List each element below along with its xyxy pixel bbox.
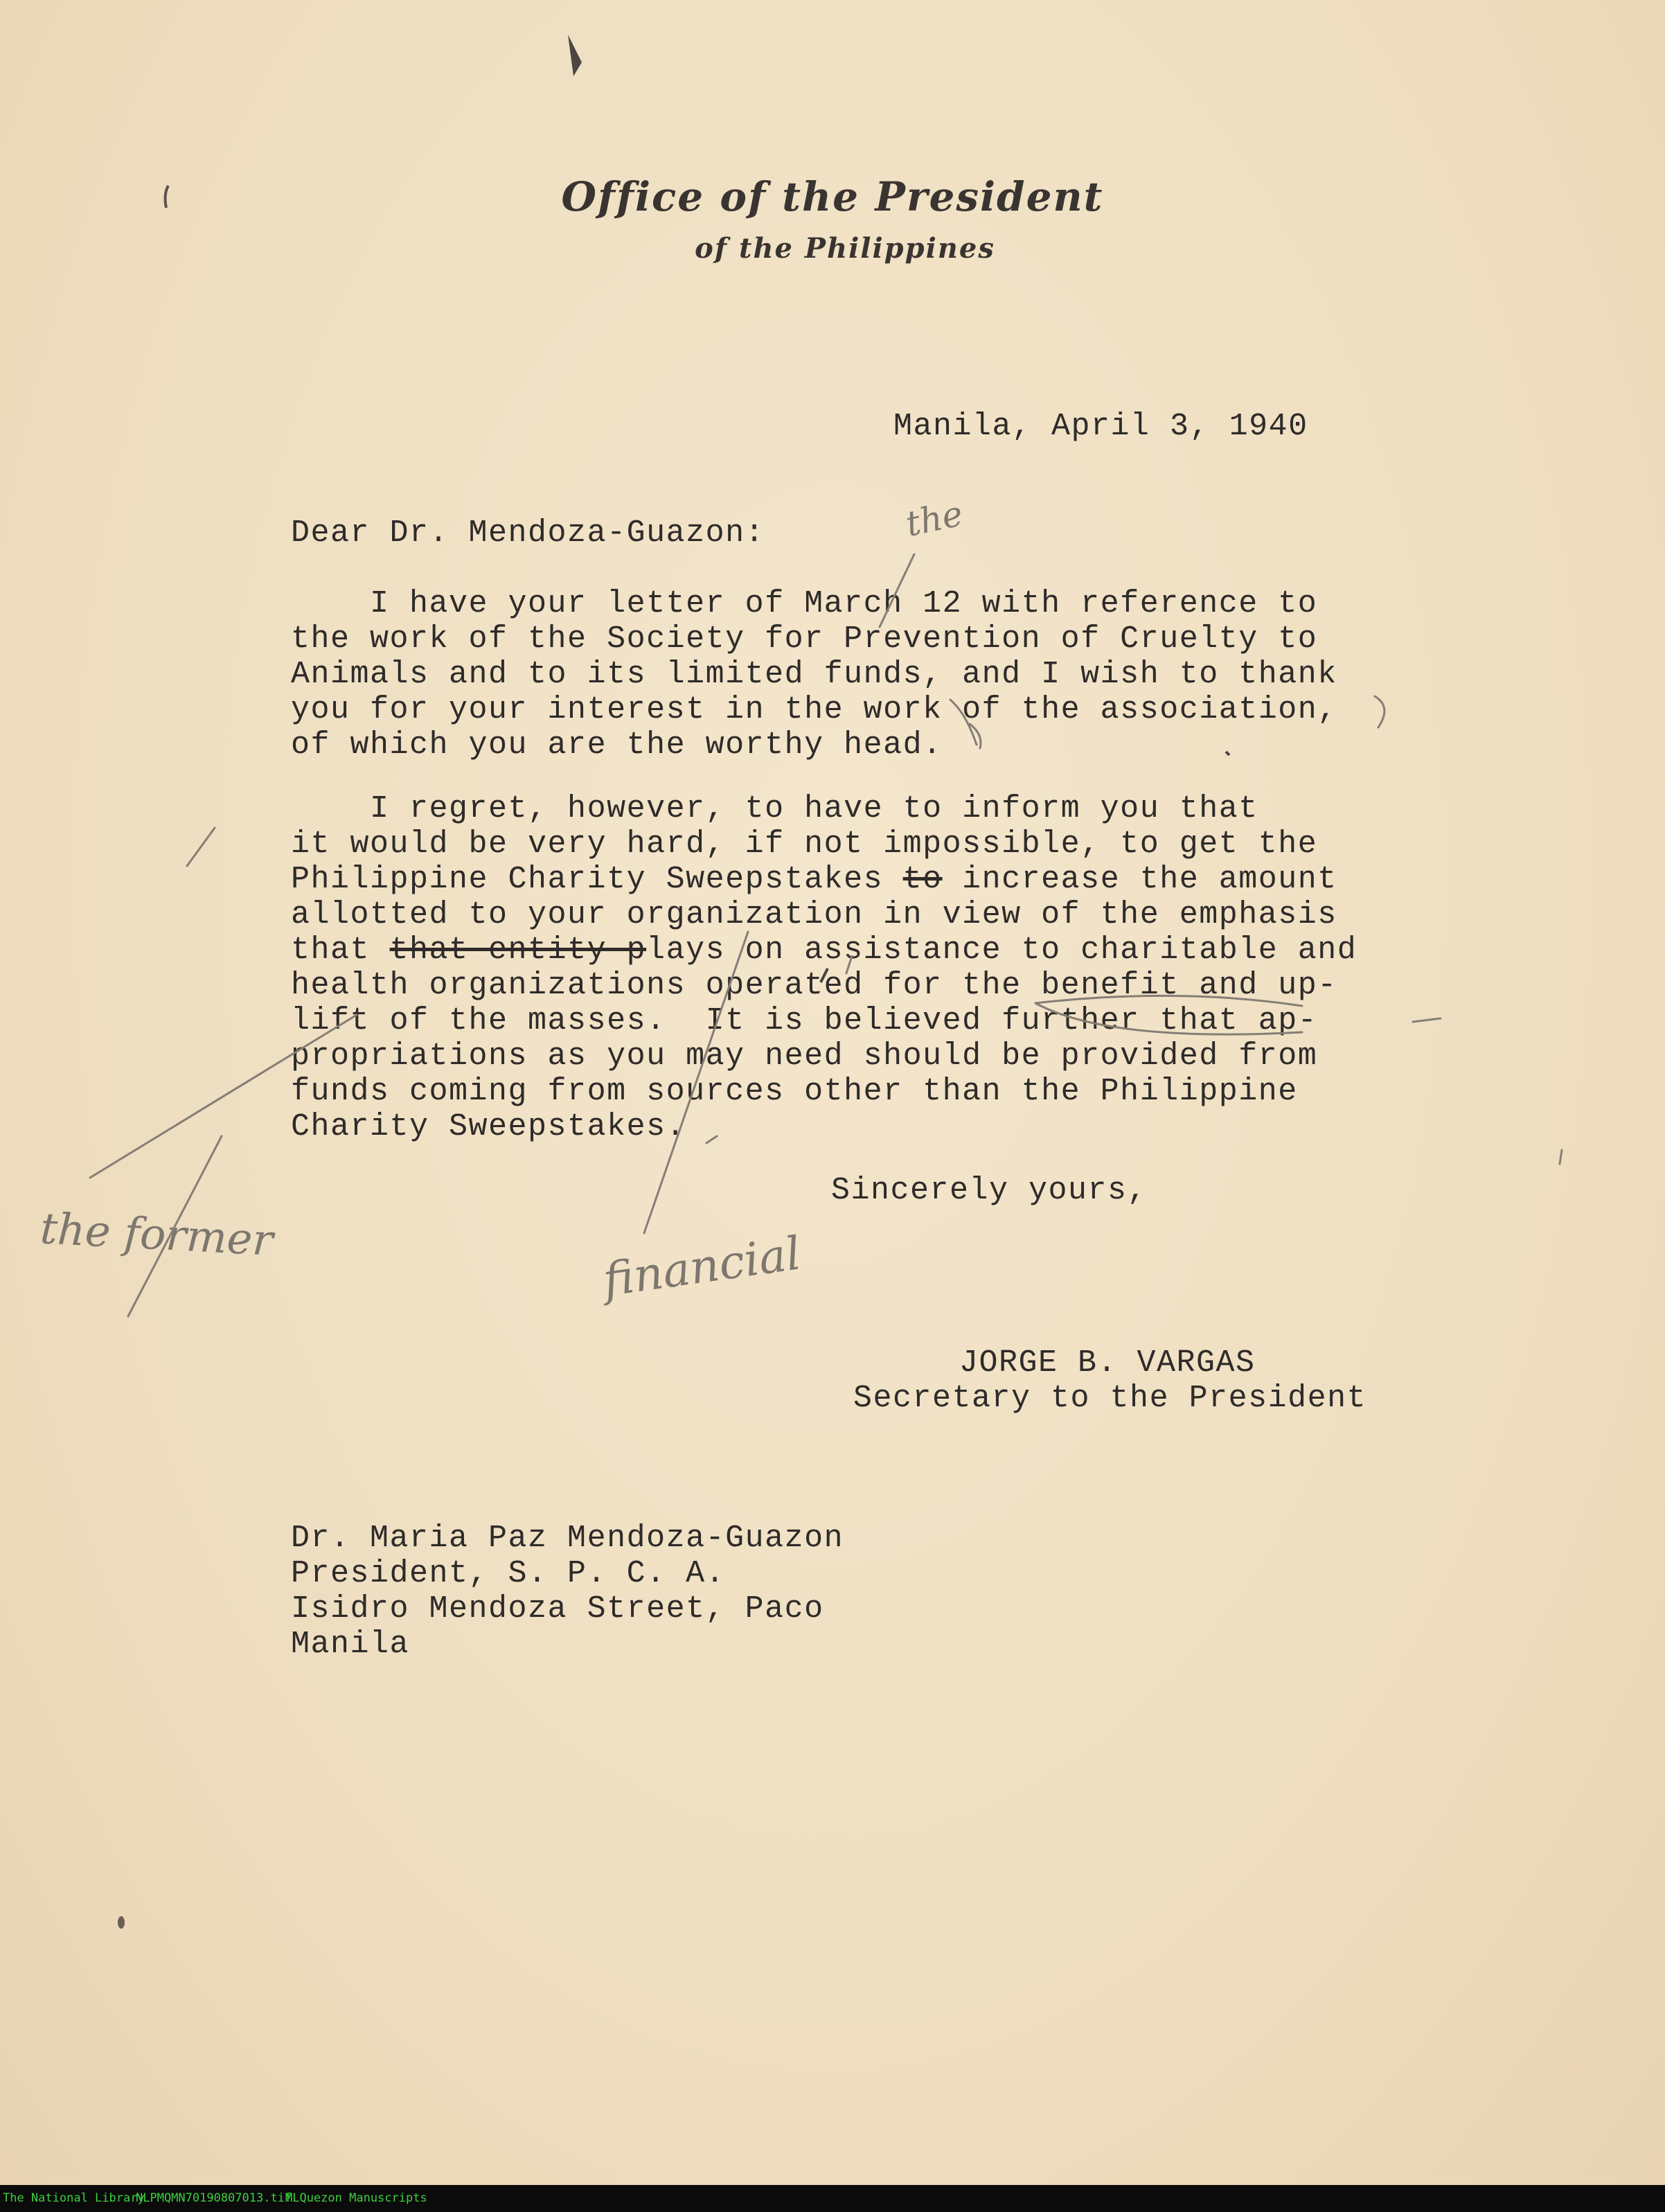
pencil-stroke — [187, 828, 215, 866]
footer-collection: MLQuezon Manuscripts — [285, 2191, 427, 2205]
ink-stroke — [821, 968, 828, 982]
paper-spot — [118, 1916, 125, 1929]
salutation: Dear Dr. Mendoza-Guazon: — [291, 515, 765, 551]
pencil-stroke — [970, 724, 981, 748]
pencil-stroke — [1375, 696, 1384, 727]
pencil-note-the: the — [902, 493, 967, 545]
address-line: Isidro Mendoza Street, Paco — [291, 1591, 824, 1627]
footer-file: NLPMQMN70190807013.tif — [136, 2191, 292, 2205]
pencil-stroke — [880, 554, 914, 627]
scan-footer — [0, 2185, 1665, 2212]
paragraph-1-line: of which you are the worthy head. — [291, 727, 943, 763]
letterhead-subtitle: of the Philippines — [695, 232, 995, 265]
letter-date: Manila, April 3, 1940 — [893, 409, 1308, 444]
paragraph-2-line: I regret, however, to have to inform you that — [291, 791, 1258, 826]
text-segment: increase the amount — [942, 862, 1337, 897]
paper-spot — [166, 186, 168, 208]
paragraph-2-line: lift of the masses. It is believed further that ap- — [291, 1003, 1318, 1038]
ink-stroke — [1226, 752, 1229, 755]
text-segment: that — [291, 932, 390, 968]
paragraph-2-line: funds coming from sources other than the Philippine — [291, 1074, 1298, 1109]
paragraph-1-line: I have your letter of March 12 with reference to — [291, 586, 1318, 621]
address-line: President, S. P. C. A. — [291, 1556, 726, 1591]
struck-text: that entity p — [389, 932, 647, 968]
paragraph-2-line: allotted to your organization in view of the emphasis — [291, 897, 1337, 932]
pencil-stroke — [644, 932, 748, 1233]
address-line: Manila — [291, 1627, 410, 1662]
pencil-stroke — [1035, 996, 1302, 1006]
pencil-stroke — [90, 1015, 357, 1178]
pencil-stroke — [128, 1136, 222, 1316]
paragraph-1-line: Animals and to its limited funds, and I wish to thank — [291, 657, 1337, 692]
pencil-note-former: the former — [39, 1203, 274, 1266]
pencil-stroke — [950, 700, 977, 745]
struck-text: to — [902, 862, 943, 897]
paragraph-2-line: health organizations operated for the benefit and up- — [291, 968, 1337, 1003]
address-line: Dr. Maria Paz Mendoza-Guazon — [291, 1521, 844, 1556]
pencil-stroke — [1413, 1018, 1441, 1022]
pencil-note-financial: financial — [600, 1226, 804, 1307]
pencil-stroke — [1560, 1150, 1562, 1164]
signatory-title: Secretary to the President — [853, 1381, 1367, 1416]
letterhead-title: Office of the President — [561, 173, 1104, 220]
paragraph-2-line: Charity Sweepstakes. — [291, 1109, 686, 1144]
text-segment: Philippine Charity Sweepstakes — [291, 862, 903, 897]
text-segment: lays on assistance to charitable and — [646, 932, 1357, 968]
pencil-stroke — [846, 956, 852, 973]
pencil-stroke — [706, 1136, 717, 1143]
paragraph-2-line: propriations as you may need should be provided from — [291, 1038, 1318, 1074]
paper-spot — [568, 35, 582, 76]
paragraph-2-line: it would be very hard, if not impossible, to get the — [291, 826, 1318, 862]
pencil-stroke — [1035, 1003, 1302, 1034]
closing: Sincerely yours, — [831, 1173, 1148, 1208]
signatory-name: JORGE B. VARGAS — [959, 1345, 1256, 1381]
paragraph-1-line: the work of the Society for Prevention of Cruelty to — [291, 621, 1318, 657]
footer-library: The National Library — [3, 2191, 145, 2205]
paragraph-1-line: you for your interest in the work of the association, — [291, 692, 1337, 727]
